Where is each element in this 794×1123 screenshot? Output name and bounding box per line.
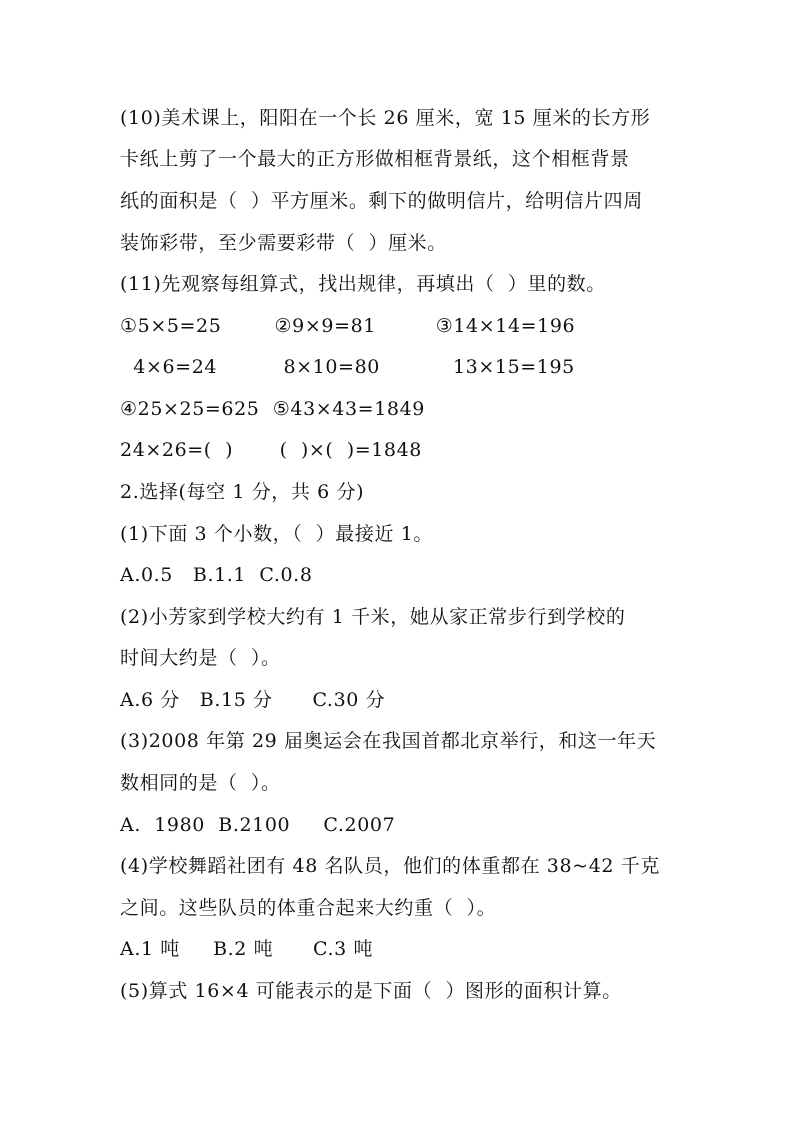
choice-1-stem: (1)下面 3 个小数，（ ）最接近 1。 xyxy=(120,523,433,545)
question-11-row-4: 24×26=( ) ( )×( )=1848 xyxy=(120,439,422,461)
choice-4-line-2: 之间。这些队员的体重合起来大约重（ ）。 xyxy=(120,897,497,919)
choice-5-stem: (5)算式 16×4 可能表示的是下面（ ）图形的面积计算。 xyxy=(120,980,622,1002)
choice-3-line-1: (3)2008 年第 29 届奥运会在我国首都北京举行，和这一年天 xyxy=(120,730,657,752)
section-2-title: 2.选择(每空 1 分，共 6 分) xyxy=(120,481,365,503)
question-10-line-3: 纸的面积是（ ）平方厘米。剩下的做明信片，给明信片四周 xyxy=(120,190,643,212)
choice-1-options: A.0.5 B.1.1 C.0.8 xyxy=(120,564,313,586)
question-10-line-4: 装饰彩带，至少需要彩带（ ）厘米。 xyxy=(120,232,447,254)
question-10-line-1: (10)美术课上，阳阳在一个长 26 厘米，宽 15 厘米的长方形 xyxy=(120,107,651,129)
question-11-row-3: ④25×25=625 ⑤43×43=1849 xyxy=(120,398,425,420)
choice-4-line-1: (4)学校舞蹈社团有 48 名队员，他们的体重都在 38~42 千克 xyxy=(120,855,660,877)
choice-2-line-2: 时间大约是（ ）。 xyxy=(120,647,281,669)
question-10-line-2: 卡纸上剪了一个最大的正方形做相框背景纸，这个相框背景 xyxy=(120,148,630,170)
choice-3-options: A. 1980 B.2100 C.2007 xyxy=(120,814,396,836)
choice-2-line-1: (2)小芳家到学校大约有 1 千米，她从家正常步行到学校的 xyxy=(120,606,626,628)
choice-3-line-2: 数相同的是（ ）。 xyxy=(120,772,281,794)
question-11-row-2: 4×6=24 8×10=80 13×15=195 xyxy=(120,356,575,378)
choice-4-options: A.1 吨 B.2 吨 C.3 吨 xyxy=(120,938,374,960)
choice-2-options: A.6 分 B.15 分 C.30 分 xyxy=(120,689,386,711)
question-11-row-1: ①5×5=25 ②9×9=81 ③14×14=196 xyxy=(120,315,576,337)
question-11-stem: (11)先观察每组算式，找出规律，再填出（ ）里的数。 xyxy=(120,273,606,295)
